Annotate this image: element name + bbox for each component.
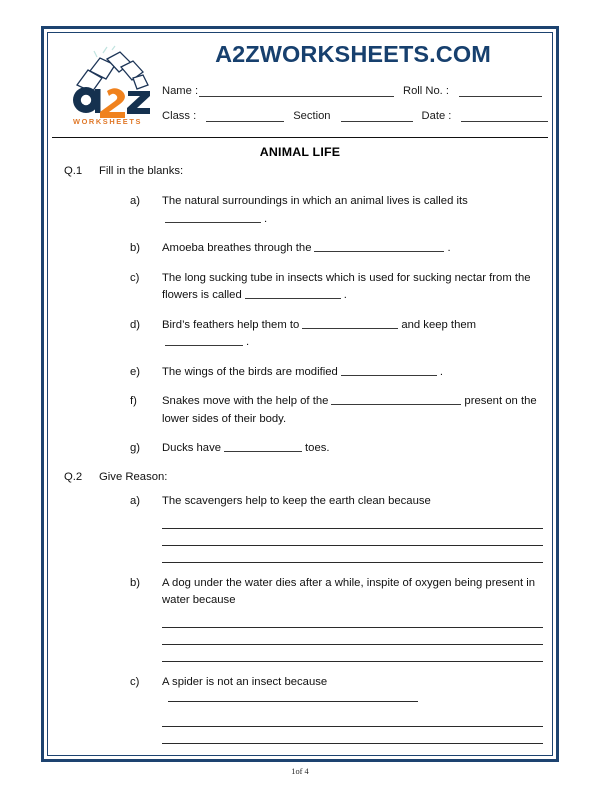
fill-blank[interactable] (165, 335, 243, 346)
item-text: The long sucking tube in insects which is used for sucking nectar from the flowers is called (162, 271, 531, 301)
item-text-end: . (264, 212, 268, 225)
item-text-end: . (439, 365, 443, 378)
worksheet-body (52, 165, 548, 751)
name-label: Name : (162, 85, 199, 97)
page-border-outer (41, 26, 559, 762)
question-1-item-a (52, 193, 548, 228)
item-text: The natural surroundings in which an animal lives is called its (162, 195, 468, 207)
item-letter: b) (130, 576, 141, 589)
fill-blank[interactable] (331, 394, 461, 405)
item-letter: g) (130, 442, 141, 454)
question-2-item-c (52, 674, 548, 709)
item-text-end: present on the lower sides of their body. (162, 395, 537, 425)
item-text: Snakes move with the help of the (162, 395, 329, 407)
item-letter: e) (130, 365, 141, 378)
item-text-end: . (447, 242, 451, 254)
date-label: Date : (421, 110, 452, 122)
item-letter: d) (130, 318, 141, 331)
answer-line[interactable] (162, 562, 543, 563)
question-2-item-c-answer-area[interactable] (52, 709, 548, 755)
question-2-item-b (52, 575, 548, 610)
name-input[interactable] (199, 84, 394, 97)
item-letter: a) (130, 495, 141, 507)
item-text-end: . (246, 336, 250, 348)
question-1-number: Q.1 (64, 165, 83, 177)
fill-blank[interactable] (165, 212, 261, 223)
fill-blank[interactable] (224, 441, 302, 452)
section-label: Section (293, 110, 331, 122)
answer-line[interactable] (162, 743, 543, 744)
roll-no-label: Roll No. : (402, 85, 449, 97)
item-text: A spider is not an insect because (162, 675, 328, 688)
question-2-heading (52, 471, 548, 487)
date-input[interactable] (461, 109, 548, 122)
class-label: Class : (162, 110, 197, 122)
question-2-prompt: Give Reason: (99, 471, 168, 483)
item-letter: a) (130, 195, 141, 207)
question-1-item-e (52, 364, 548, 382)
item-text-end: toes. (305, 442, 330, 454)
section-input[interactable] (341, 109, 413, 122)
question-2-item-a-answer-area[interactable] (52, 511, 548, 573)
answer-line[interactable] (162, 661, 543, 662)
answer-line[interactable] (162, 627, 543, 628)
item-text-end: . (343, 289, 347, 301)
item-text: Bird’s feathers help them to (162, 318, 300, 331)
answer-line[interactable] (162, 644, 543, 645)
item-text: Amoeba breathes through the (162, 242, 312, 254)
question-group-2 (52, 471, 548, 755)
question-1-item-b (52, 240, 548, 258)
question-1-item-f (52, 393, 548, 428)
fill-blank[interactable] (245, 288, 341, 299)
item-text: A dog under the water dies after a while, inspite of oxygen being present in water because (162, 576, 536, 606)
answer-line[interactable] (168, 691, 418, 702)
answer-line[interactable] (162, 528, 543, 529)
question-2-item-a (52, 493, 548, 511)
question-1-item-g (52, 440, 548, 458)
header-field-row-name (162, 78, 542, 98)
header-field-row-class (162, 103, 542, 123)
fill-blank[interactable] (302, 318, 398, 329)
item-letter: c) (130, 675, 140, 688)
site-title: A2ZWORKSHEETS.COM (215, 41, 491, 67)
roll-no-input[interactable] (459, 84, 542, 97)
question-1-prompt: Fill in the blanks: (99, 165, 184, 177)
item-letter: b) (130, 242, 141, 254)
page-border-inner (47, 32, 553, 756)
question-1-heading (52, 165, 548, 181)
page-title: ANIMAL LIFE (259, 145, 341, 159)
class-input[interactable] (206, 109, 284, 122)
question-2-number: Q.2 (64, 471, 83, 483)
answer-line[interactable] (162, 726, 543, 727)
worksheet-header (52, 37, 548, 138)
answer-line[interactable] (162, 545, 543, 546)
item-text: The wings of the birds are modified (162, 365, 338, 378)
question-1-item-d (52, 317, 548, 352)
question-1-item-c (52, 270, 548, 305)
item-letter: f) (130, 395, 137, 407)
page-number: 1of 4 (291, 767, 309, 776)
item-text: Ducks have (162, 442, 222, 454)
fill-blank[interactable] (341, 365, 437, 376)
item-text: The scavengers help to keep the earth clean because (162, 495, 431, 507)
fill-blank[interactable] (314, 241, 444, 252)
question-2-item-b-answer-area[interactable] (52, 610, 548, 672)
page-footer (0, 767, 600, 776)
a2z-worksheets-logo (63, 45, 155, 129)
item-text-mid: and keep them (401, 318, 477, 331)
item-letter: c) (130, 271, 140, 284)
question-group-1 (52, 165, 548, 458)
svg-text:WORKSHEETS: WORKSHEETS (73, 117, 142, 126)
